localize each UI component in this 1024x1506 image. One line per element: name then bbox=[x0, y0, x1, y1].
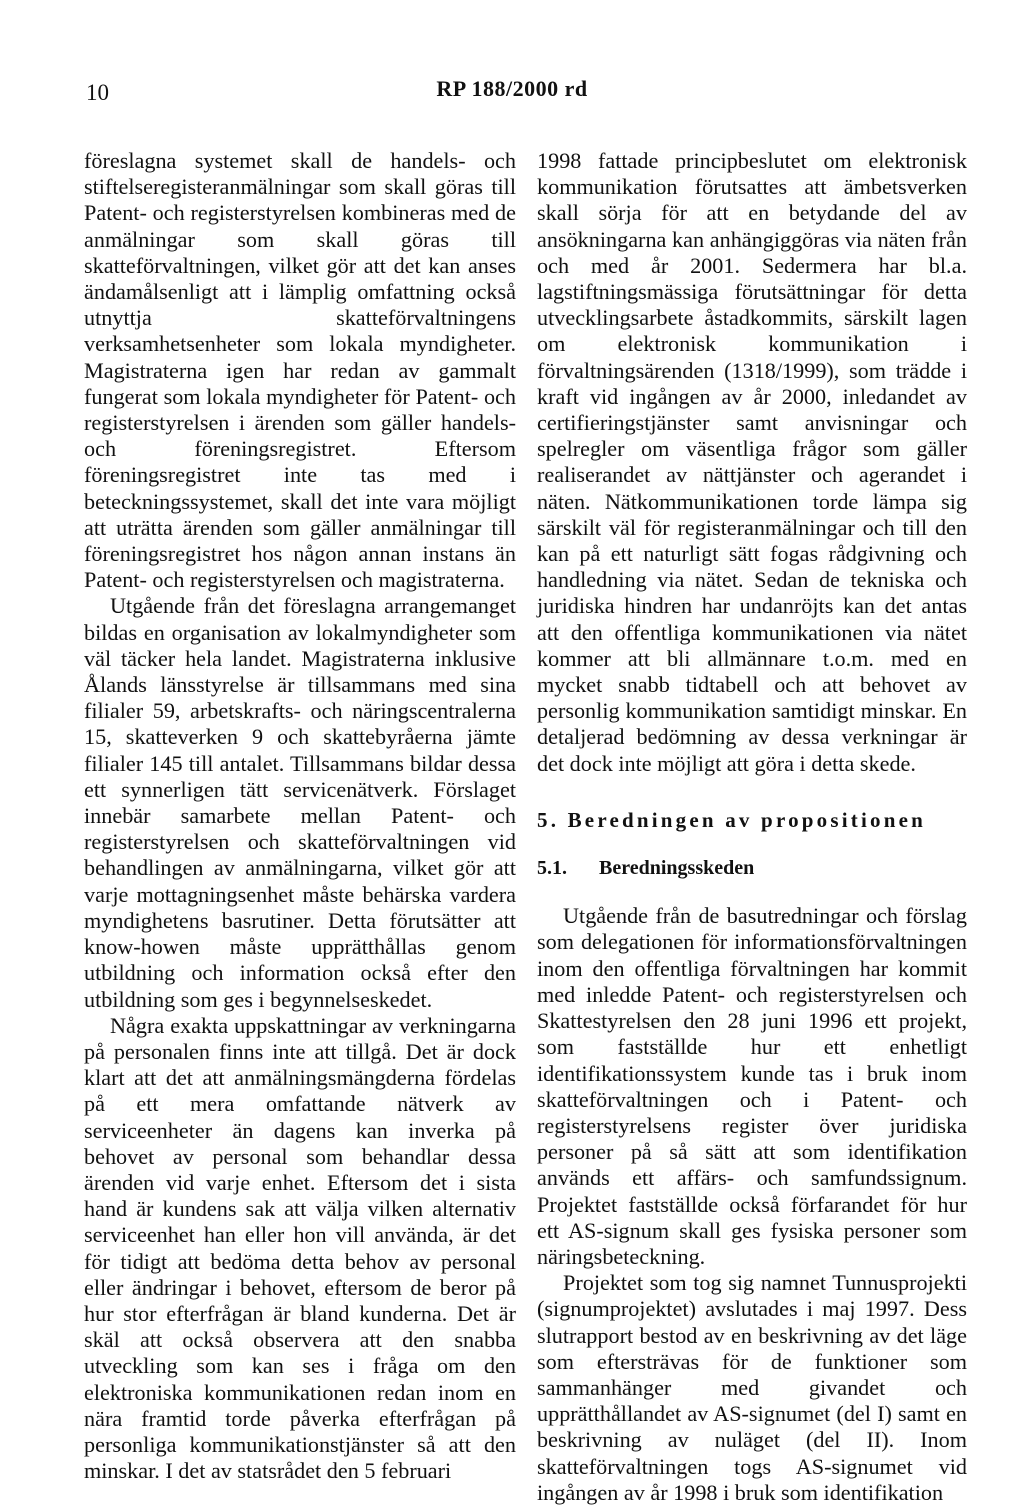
left-paragraph-3: Några exakta uppskattningar av verkningarna på personalen finns inte att tillgå. Det är dock klart att det att anmälningsmängderna fördelas på ett mera omfattande nätverk av serviceenheter än dagens kan inverka på behovet av personal som behandlar dessa ärenden vid varje enhet. Eftersom det i sista hand är kundens sak att välja vilken alternativ serviceenhet han eller hon vill använda, är det för tidigt att bedöma detta behov av personal eller ändringar i behovet, eftersom de beror på hur stor efterfrågan är bland kunderna. Det är skäl att också observera att den snabba utveckling som kan ses i fråga om den elektroniska kommunikationen redan inom en nära framtid torde påverka efterfrågan på personliga kommunikationstjänster så att den minskar. I det av statsrådet den 5 februari bbox=[84, 1012, 516, 1484]
left-paragraph-1: föreslagna systemet skall de handels- och stiftelseregisteranmälningar som skall göras till Patent- och registerstyrelsen kombineras med de anmälningar som skall göras till skatteförvaltningen, vilket gör att det kan anses ändamålsenligt att i lämplig omfattning också utnyttja skatteförvaltningens verksamhetsenheter som lokala myndigheter. Magistraterna igen har redan av gammalt fungerat som lokala myndigheter för Patent- och registerstyrelsen i ärenden som gäller handels- och föreningsregistret. Eftersom föreningsregistret inte tas med i beteckningssystemet, skall det inte vara möjligt att uträtta ärenden som gäller anmälningar till föreningsregistret hos någon annan instans än Patent- och registerstyrelsen och magistraterna. bbox=[84, 148, 516, 593]
section-heading: 5. Beredningen av propositionen bbox=[537, 807, 926, 832]
left-paragraph-2: Utgående från det föreslagna arrangemanget bildas en organisation av lokalmyndigheter som väl täcker hela landet. Magistraterna inklusive Ålands länsstyrelse är tillsammans med sina filialer 59, arbetskrafts- och näringscentralerna 15, skatteverken 9 och skattebyråerna jämte filialer 145 till antalet. Tillsammans bildar dessa ett synnerligen tätt servicenätverk. Förslaget innebär samarbete mellan Patent- och registerstyrelsen och skatteförvaltningen vid behandlingen av anmälningarna, vilket gör att varje mottagningsenhet måste behärska vardera myndighetens basrutiner. Detta förutsätter att know-howen måste upprätthållas genom utbildning och information också efter den utbildning som ges i begynnelseskedet. bbox=[84, 593, 516, 1012]
right-column bbox=[537, 148, 967, 1506]
subsection-number: 5.1. bbox=[537, 857, 567, 880]
right-intro-paragraph: 1998 fattade principbeslutet om elektronisk kommunikation förutsattes att ämbetsverken skall sörja för att en betydande del av ansökningarna kan anhängiggöras via näten från och med år 2001. Sedermera har bl.a. lagstiftningsmässiga förutsättningar för detta utvecklingsarbete åstadkommits, särskilt lagen om elektronisk kommunikation i förvaltningsärenden (1318/1999), som trädde i kraft vid ingången av år 2000, inledandet av certifieringstjänster samt anvisningar och spelregler om väsentliga frågor som gäller realiserandet av nättjänster och agerandet i näten. Nätkommunikationen torde lämpa sig särskilt väl för registeranmälningar och till den kan på ett naturligt sätt fogas rådgivning och handledning via nätet. Sedan de tekniska och juridiska hindren har undanröjts kan det antas att den offentliga kommunikationen via nätet kommer att bli allmännare t.o.m. med en mycket snabb tidtabell och att behovet av personlig kommunikation samtidigt minskar. En detaljerad bedömning av dessa verkningar är det dock inte möjligt att göra i detta skede. bbox=[537, 148, 967, 776]
right-paragraph-1: Utgående från de basutredningar och förslag som delegationen för informationsförvaltningen inom den offentliga förvaltningen har kommit med inledde Patent- och registerstyrelsen och Skattestyrelsen den 28 juni 1996 ett projekt, som fastställde hur ett enhetligt identifikationssystem kunde tas i bruk inom skatteförvaltningen och i Patent- och registerstyrelsens register över juridiska personer på så sätt att som identifikation används ett affärs- och samfundssignum. Projektet fastställde också förfarandet för hur ett AS-signum skall ges fysiska personer som näringsbeteckning. bbox=[537, 903, 967, 1269]
subsection-title: Beredningsskeden bbox=[599, 857, 755, 880]
subsection-heading bbox=[537, 855, 967, 881]
left-column bbox=[84, 148, 516, 1484]
page-number: 10 bbox=[86, 80, 109, 105]
document-title: RP 188/2000 rd bbox=[436, 76, 588, 101]
right-paragraph-2: Projektet som tog sig namnet Tunnusprojekti (signumprojektet) avslutades i maj 1997. Dess slutrapport bestod av en beskrivning av det läge som eftersträvas för de funktioner som sammanhänger med givandet och upprätthållandet av AS-signumet (del I) samt en beskrivning av nuläget (del II). Inom skatteförvaltningen togs AS-signumet vid ingången av år 1998 i bruk som identifikation bbox=[537, 1270, 967, 1505]
